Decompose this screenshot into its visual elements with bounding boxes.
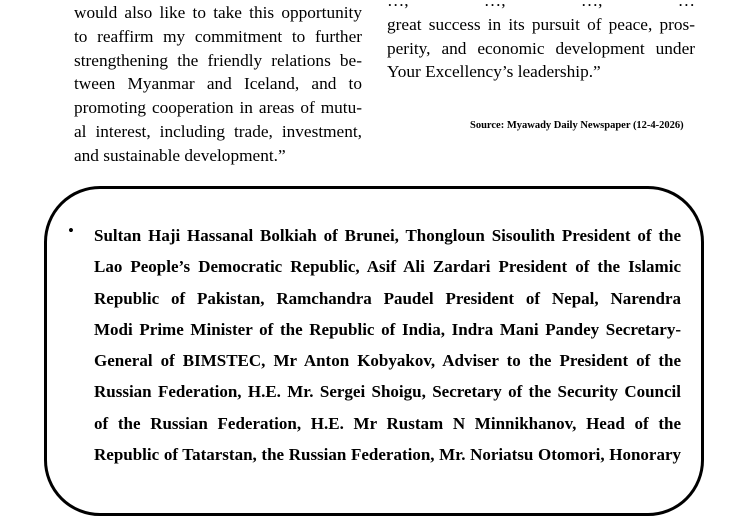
list-line: Russian Federation, H.E. Mr. Sergei Shoigu, Secretary of the Security Council (94, 382, 681, 402)
left-column-line: strengthening the friendly relations be- (74, 50, 362, 70)
right-column-line: Your Excellency’s leadership.” (387, 62, 601, 82)
right-column-line: perity, and economic development under (387, 38, 695, 58)
bullet-list-item (94, 220, 681, 470)
right-column (387, 0, 695, 84)
list-line: Republic of Tatarstan, the Russian Federation, Mr. Noriatsu Otomori, Honorary (94, 445, 681, 465)
list-line: Modi Prime Minister of the Republic of India, Indra Mani Pandey Secretary- (94, 319, 681, 339)
left-column-line: to reaffirm my commitment to further (74, 26, 362, 46)
left-column-line: promoting cooperation in areas of mutu- (74, 98, 362, 118)
left-column-line: tween Myanmar and Iceland, and to (74, 74, 362, 94)
list-line: General of BIMSTEC, Mr Anton Kobyakov, Adviser to the President of the (94, 351, 681, 371)
left-column (74, 1, 362, 168)
bullet-icon: • (68, 221, 74, 240)
source-citation: Source: Myawady Daily Newspaper (12-4-2026) (470, 120, 684, 131)
left-column-line: al interest, including trade, investment, (74, 121, 362, 141)
right-column-line: …, …, …, … (387, 0, 695, 10)
list-line: of the Russian Federation, H.E. Mr Rustam N Minnikhanov, Head of the (94, 413, 681, 433)
list-line: Lao People’s Democratic Republic, Asif Ali Zardari President of the Islamic (94, 257, 681, 277)
list-line: Republic of Pakistan, Ramchandra Paudel President of Nepal, Narendra (94, 288, 681, 308)
right-column-line: great success in its pursuit of peace, pros- (387, 14, 695, 34)
left-column-line: and sustainable development.” (74, 145, 286, 165)
list-line: Sultan Haji Hassanal Bolkiah of Brunei, Thongloun Sisoulith President of the (94, 226, 681, 245)
left-column-line: would also like to take this opportunity (74, 3, 362, 22)
